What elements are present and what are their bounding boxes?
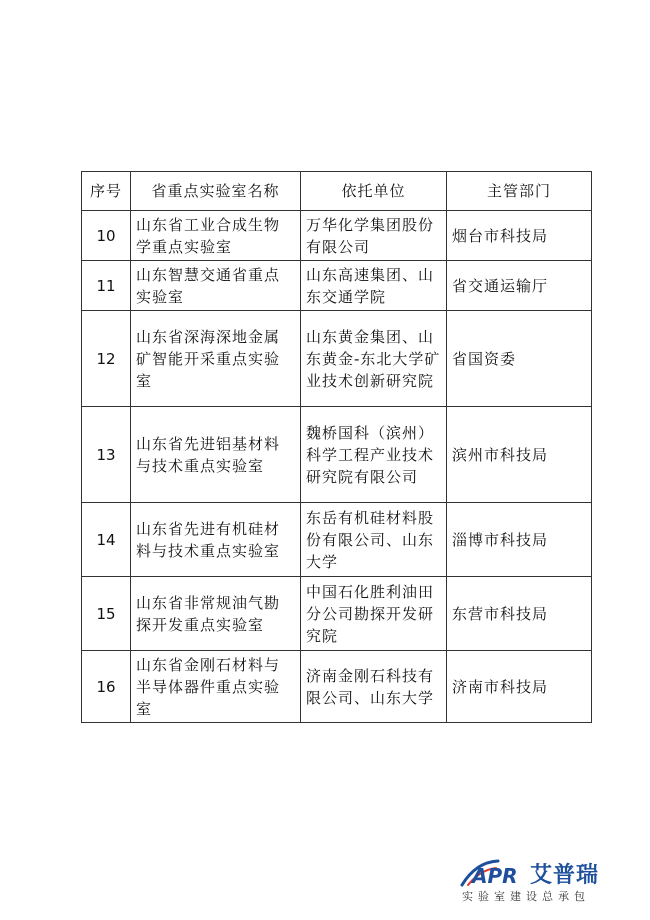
lab-list-table: [81, 171, 592, 723]
row-department: 省国资委: [447, 311, 592, 407]
header-lab-name: 省重点实验室名称: [131, 172, 301, 211]
table-header-row: [82, 172, 592, 211]
row-host-unit: 东岳有机硅材料股份有限公司、山东大学: [301, 503, 447, 577]
svg-text:APR: APR: [472, 864, 518, 888]
header-num: 序号: [82, 172, 131, 211]
company-logo: [460, 858, 620, 908]
row-department: 烟台市科技局: [447, 211, 592, 261]
row-num: 16: [82, 651, 131, 723]
row-host-unit: 济南金刚石科技有限公司、山东大学: [301, 651, 447, 723]
row-num: 14: [82, 503, 131, 577]
row-host-unit: 中国石化胜利油田分公司勘探开发研究院: [301, 577, 447, 651]
brand-name: 艾普瑞: [530, 863, 600, 888]
row-host-unit: 山东高速集团、山东交通学院: [301, 261, 447, 311]
row-lab-name: 山东省金刚石材料与半导体器件重点实验室: [131, 651, 301, 723]
row-host-unit: 万华化学集团股份有限公司: [301, 211, 447, 261]
row-lab-name: 山东省先进有机硅材料与技术重点实验室: [131, 503, 301, 577]
row-lab-name: 山东省工业合成生物学重点实验室: [131, 211, 301, 261]
row-lab-name: 山东省先进铝基材料与技术重点实验室: [131, 407, 301, 503]
table-row: [82, 261, 592, 311]
table-row: [82, 577, 592, 651]
row-num: 13: [82, 407, 131, 503]
table-row: [82, 407, 592, 503]
row-num: 11: [82, 261, 131, 311]
apr-logo-mark-icon: [460, 858, 528, 888]
row-num: 15: [82, 577, 131, 651]
table-row: [82, 311, 592, 407]
brand-slogan: 实验室建设总承包: [462, 890, 590, 903]
row-lab-name: 山东省非常规油气勘探开发重点实验室: [131, 577, 301, 651]
header-department: 主管部门: [447, 172, 592, 211]
row-lab-name: 山东省深海深地金属矿智能开采重点实验室: [131, 311, 301, 407]
row-num: 12: [82, 311, 131, 407]
row-department: 滨州市科技局: [447, 407, 592, 503]
table-row: [82, 211, 592, 261]
table-row: [82, 651, 592, 723]
row-department: 淄博市科技局: [447, 503, 592, 577]
table-row: [82, 503, 592, 577]
row-lab-name: 山东智慧交通省重点实验室: [131, 261, 301, 311]
row-host-unit: 山东黄金集团、山东黄金-东北大学矿业技术创新研究院: [301, 311, 447, 407]
row-num: 10: [82, 211, 131, 261]
header-host-unit: 依托单位: [301, 172, 447, 211]
row-host-unit: 魏桥国科（滨州）科学工程产业技术研究院有限公司: [301, 407, 447, 503]
row-department: 济南市科技局: [447, 651, 592, 723]
row-department: 东营市科技局: [447, 577, 592, 651]
row-department: 省交通运输厅: [447, 261, 592, 311]
